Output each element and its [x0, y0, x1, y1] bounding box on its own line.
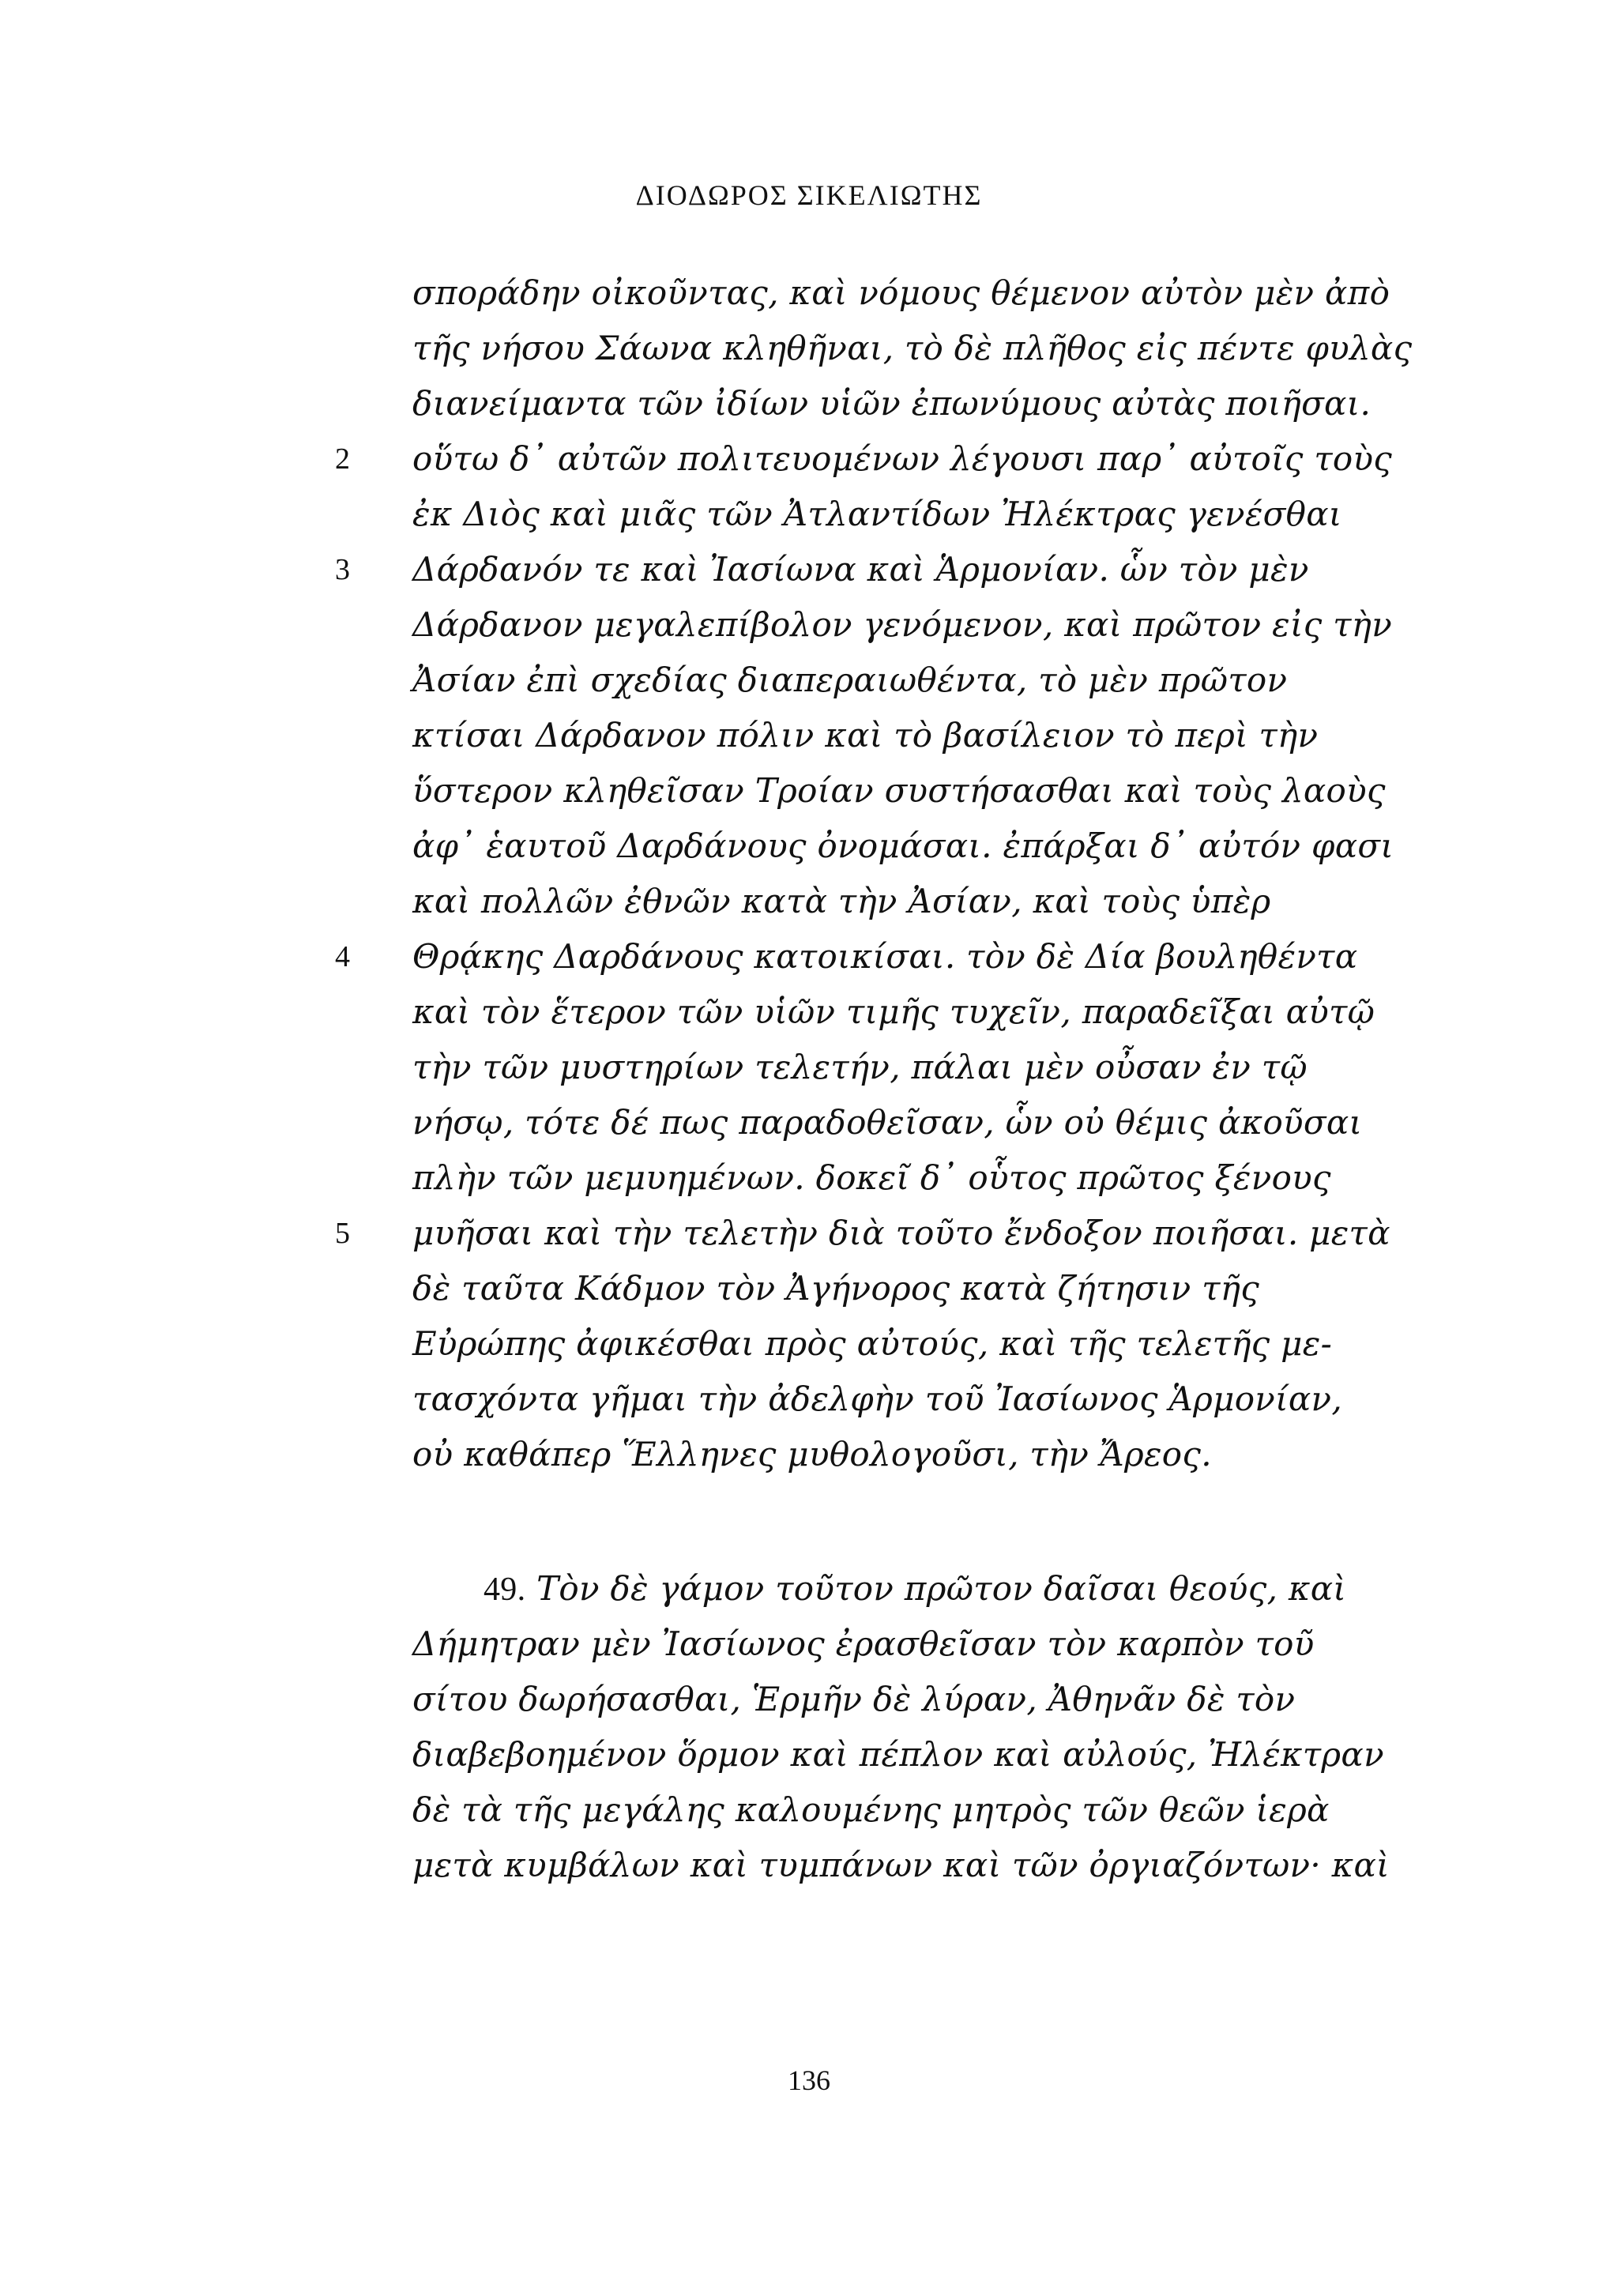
line-text: σίτου δωρήσασθαι, Ἑρμῆν δὲ λύραν, Ἀθηνᾶν δὲ τὸν — [412, 1680, 1296, 1718]
line-text: Τὸν δὲ γάμον τοῦτον πρῶτον δαῖσαι θεούς, καὶ — [536, 1569, 1347, 1608]
line-text: δὲ ταῦτα Κάδμον τὸν Ἀγήνορος κατὰ ζήτησιν τῆς — [412, 1269, 1260, 1308]
section-marker: 4 — [335, 940, 350, 973]
line-text: καὶ τὸν ἕτερον τῶν υἱῶν τιμῆς τυχεῖν, παραδεῖξαι αὐτῷ — [412, 992, 1375, 1031]
page-number: 136 — [788, 2065, 830, 2096]
line-text: Εὐρώπης ἀφικέσθαι πρὸς αὐτούς, καὶ τῆς τελετῆς με- — [412, 1324, 1333, 1363]
line-text: σποράδην οἰκοῦντας, καὶ νόμους θέμενον αὐτὸν μὲν ἀπὸ — [412, 273, 1390, 312]
section-marker: 5 — [335, 1217, 350, 1250]
line-text: καὶ πολλῶν ἐθνῶν κατὰ τὴν Ἀσίαν, καὶ τοὺς ὑπὲρ — [412, 882, 1271, 920]
chapter-opening — [484, 1561, 1346, 1617]
line-text: Δήμητραν μὲν Ἰασίωνος ἐρασθεῖσαν τὸν καρπὸν τοῦ — [412, 1624, 1315, 1663]
running-head: ΔΙΟΔΩΡΟΣ ΣΙΚΕΛΙΩΤΗΣ — [635, 179, 983, 211]
line-text: τὴν τῶν μυστηρίων τελετήν, πάλαι μὲν οὖσαν ἐν τῷ — [412, 1048, 1308, 1086]
line-text: Δάρδανον μεγαλεπίβολον γενόμενον, καὶ πρῶτον εἰς τὴν — [412, 605, 1393, 644]
chapter-number: 49. — [484, 1571, 526, 1608]
line-text: μετὰ κυμβάλων καὶ τυμπάνων καὶ τῶν ὀργιαζόντων· καὶ — [412, 1846, 1390, 1884]
line-text: Δάρδανόν τε καὶ Ἰασίωνα καὶ Ἁρμονίαν. ὧν τὸν μὲν — [412, 550, 1309, 589]
line-text: ὕστερον κληθεῖσαν Τροίαν συστήσασθαι καὶ τοὺς λαοὺς — [412, 771, 1386, 810]
line-text: πλὴν τῶν μεμυημένων. δοκεῖ δ᾽ οὗτος πρῶτος ξένους — [412, 1158, 1331, 1197]
line-text: τῆς νήσου Σάωνα κληθῆναι, τὸ δὲ πλῆθος εἰς πέντε φυλὰς — [412, 329, 1413, 367]
line-text: Θρᾴκης Δαρδάνους κατοικίσαι. τὸν δὲ Δία βουληθέντα — [412, 937, 1358, 976]
line-text: νήσῳ, τότε δέ πως παραδοθεῖσαν, ὧν οὐ θέμις ἀκοῦσαι — [412, 1103, 1363, 1142]
line-text: διαβεβοημένον ὅρμον καὶ πέπλον καὶ αὐλούς, Ἠλέκτραν — [412, 1735, 1384, 1774]
line-text: ἀφ᾽ ἑαυτοῦ Δαρδάνους ὀνομάσαι. ἐπάρξαι δ᾽ αὐτόν φασι — [412, 826, 1394, 865]
line-text: κτίσαι Δάρδανον πόλιν καὶ τὸ βασίλειον τὸ περὶ τὴν — [412, 716, 1319, 755]
line-text: μυῆσαι καὶ τὴν τελετὴν διὰ τοῦτο ἔνδοξον ποιῆσαι. μετὰ — [412, 1214, 1390, 1252]
line-text: διανείμαντα τῶν ἰδίων υἱῶν ἐπωνύμους αὐτὰς ποιῆσαι. — [412, 384, 1372, 423]
line-text: τασχόντα γῆμαι τὴν ἀδελφὴν τοῦ Ἰασίωνος Ἁρμονίαν, — [412, 1379, 1343, 1418]
line-text: Ἀσίαν ἐπὶ σχεδίας διαπεραιωθέντα, τὸ μὲν πρῶτον — [412, 661, 1288, 699]
section-marker: 3 — [335, 553, 350, 586]
section-marker: 2 — [335, 442, 350, 476]
line-text: ἐκ Διὸς καὶ μιᾶς τῶν Ἀτλαντίδων Ἠλέκτρας γενέσθαι — [412, 495, 1342, 533]
line-text: οὕτω δ᾽ αὐτῶν πολιτευομένων λέγουσι παρ᾽ αὐτοῖς τοὺς — [412, 439, 1393, 478]
line-text: δὲ τὰ τῆς μεγάλης καλουμένης μητρὸς τῶν θεῶν ἱερὰ — [412, 1790, 1330, 1829]
line-text: οὐ καθάπερ Ἕλληνες μυθολογοῦσι, τὴν Ἄρεος. — [412, 1435, 1212, 1474]
